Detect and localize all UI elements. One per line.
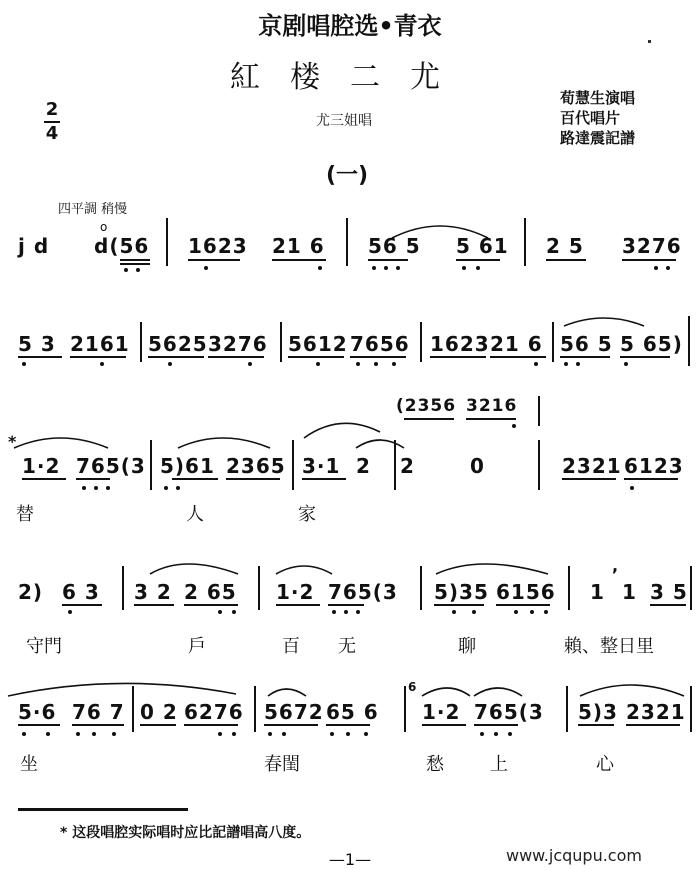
note-group: 3·1	[302, 454, 341, 478]
note-group: 2	[400, 454, 415, 478]
time-denominator: 4	[45, 123, 59, 144]
ornament-mark: o	[100, 220, 108, 234]
lyric: 人	[186, 504, 204, 525]
octave-asterisk: *	[8, 432, 18, 451]
note-group: 0 2	[140, 700, 178, 724]
slur	[392, 226, 488, 238]
note-group: 3 2	[134, 580, 172, 604]
series-title: 京剧唱腔选•青衣	[258, 12, 442, 40]
lyric: 愁	[426, 754, 444, 775]
lyric: 坐	[20, 754, 38, 775]
note-group: 5 65)	[620, 332, 683, 356]
note-group: 1·2	[276, 580, 315, 604]
note-group: 6123	[624, 454, 684, 478]
note-group: 5 61	[456, 234, 509, 258]
note-group: 3 5	[650, 580, 688, 604]
note-group: 76 7	[72, 700, 125, 724]
lyric: 守門	[26, 636, 62, 657]
slur	[14, 438, 108, 448]
note-group: 2321	[562, 454, 622, 478]
lyric: 春閨	[264, 754, 300, 775]
note-group: 5625	[148, 332, 208, 356]
slur	[8, 683, 236, 696]
note-group: j d	[18, 234, 50, 258]
note-group: 7656	[350, 332, 410, 356]
note-group: 2321	[626, 700, 686, 724]
note-group: 0	[470, 454, 485, 478]
lyric: 家	[298, 504, 316, 525]
credit-transcriber: 路達震記譜	[560, 129, 636, 147]
note-group: 2161	[70, 332, 130, 356]
note-group: 1	[590, 580, 605, 604]
note-group-above: 3216	[466, 396, 518, 416]
slur	[422, 688, 470, 696]
note-group: 1	[622, 580, 637, 604]
piece-title: 紅楼二尤	[230, 60, 470, 95]
lyric: 无	[338, 636, 356, 657]
footnote-rule	[18, 808, 188, 811]
note-group: 1623	[430, 332, 490, 356]
page-number: —1—	[328, 850, 372, 869]
footnote: * 这段唱腔实际唱时应比記譜唱高八度。	[60, 825, 311, 841]
slur	[580, 685, 684, 696]
note-group: 765(3	[76, 454, 146, 478]
note-group: 2	[356, 454, 371, 478]
note-group: 765(3	[474, 700, 544, 724]
note-group: 2)	[18, 580, 44, 604]
slur	[474, 688, 522, 696]
breath-mark: ,	[612, 556, 620, 575]
note-group: d(56	[94, 234, 150, 258]
lyric: 聊	[458, 636, 476, 657]
note-group: 1623	[188, 234, 248, 258]
note-group: 2 5	[546, 234, 584, 258]
tempo-marking: 四平調 稍慢	[58, 202, 128, 217]
note-group: 6156	[496, 580, 556, 604]
time-numerator: 2	[45, 99, 59, 120]
slur	[178, 438, 270, 448]
note-group: 65 6	[326, 700, 379, 724]
slur	[356, 440, 404, 448]
slur	[276, 566, 332, 574]
watermark: www.jcqupu.com	[506, 846, 642, 865]
singer-label: 尤三姐唱	[316, 113, 372, 129]
lyric: 心	[596, 754, 614, 775]
slur	[436, 564, 548, 574]
lyric: 替	[16, 504, 34, 525]
lyric: 賴、整日里	[564, 636, 654, 657]
note-group: 6 3	[62, 580, 100, 604]
note-group: 3276	[208, 332, 268, 356]
section-number: (一)	[326, 163, 369, 188]
credit-record: 百代唱片	[560, 109, 621, 127]
note-group: 5672	[264, 700, 324, 724]
note-group: 5)35	[434, 580, 489, 604]
slur	[564, 318, 644, 326]
note-group: 1·2	[22, 454, 61, 478]
note-group: 6276	[184, 700, 244, 724]
note-group: 5)3	[578, 700, 618, 724]
note-group: 2 65	[184, 580, 237, 604]
note-group: 5)61	[160, 454, 215, 478]
note-group: 5612	[288, 332, 348, 356]
slur	[150, 564, 238, 574]
lyric: 百	[282, 636, 300, 657]
note-group: 21 6	[272, 234, 325, 258]
note-group: 3276	[622, 234, 682, 258]
note-group: 56 5	[368, 234, 421, 258]
note-group: 1·2	[422, 700, 461, 724]
credit-performer: 荀慧生演唱	[560, 89, 636, 107]
lyric: 上	[490, 754, 508, 775]
note-group: 56 5	[560, 332, 613, 356]
lyric: 戶	[188, 636, 206, 657]
slur	[304, 423, 380, 438]
note-group: 5 3	[18, 332, 56, 356]
note-group: 21 6	[490, 332, 543, 356]
note-group-above: (2356	[396, 396, 457, 416]
note-group: 5·6	[18, 700, 57, 724]
slur	[268, 689, 306, 696]
grace-note: 6	[408, 680, 418, 694]
note-group: 2365	[226, 454, 286, 478]
note-group: 765(3	[328, 580, 398, 604]
